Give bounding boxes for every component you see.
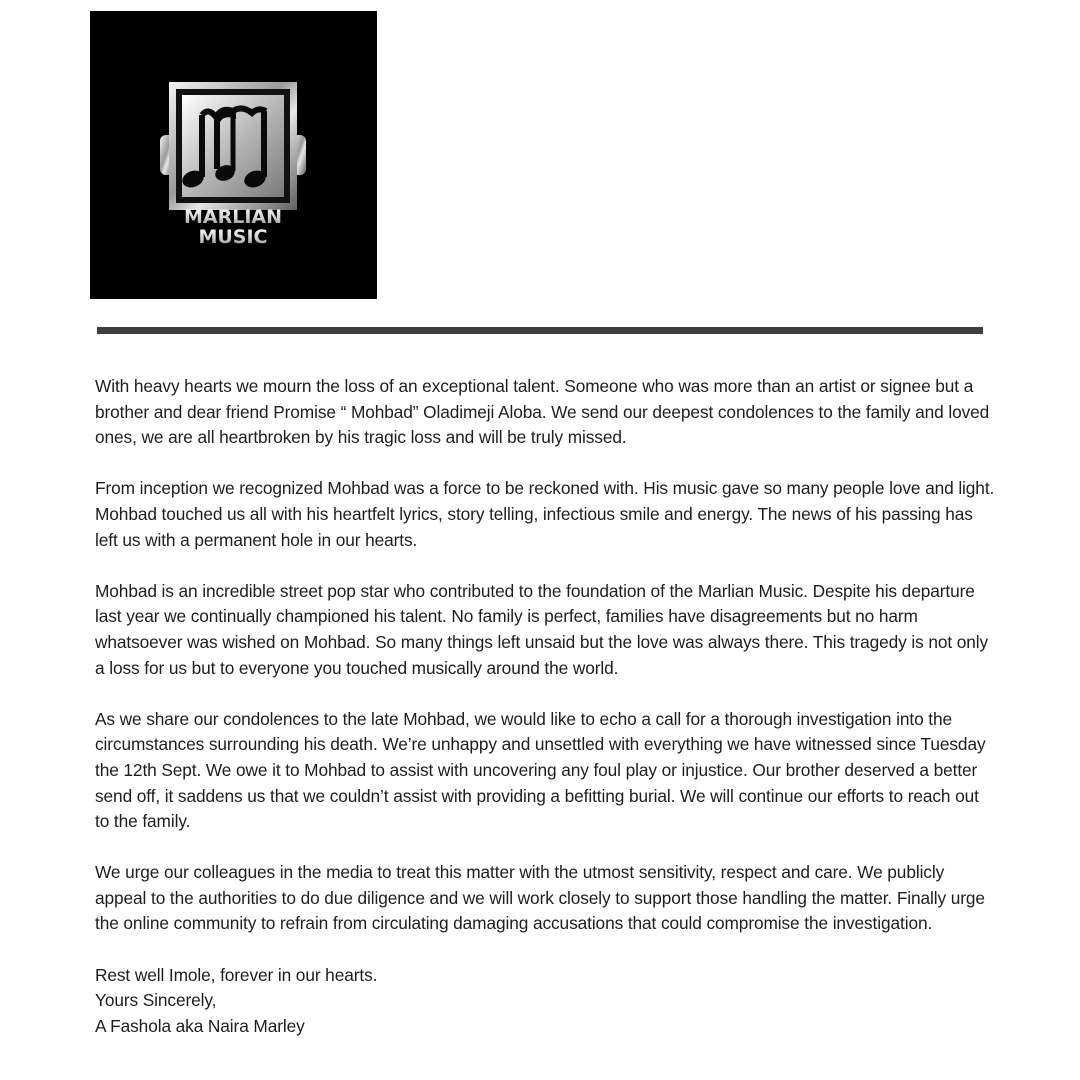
- paragraph-line: left us with a permanent hole in our hearts.: [95, 529, 418, 550]
- paragraph-line: brother and dear friend Promise “ Mohbad” Oladimeji Aloba. We send our deepest condolences to the family and loved: [95, 401, 990, 422]
- paragraph-line: last year we continually championed his talent. No family is perfect, families have disagreements but no harm: [95, 606, 918, 627]
- paragraph-line: circumstances surrounding his death. We’re unhappy and unsettled with everything we have witnessed since Tuesday: [95, 734, 986, 755]
- paragraph-line: the 12th Sept. We owe it to Mohbad to assist with uncovering any foul play or injustice. Our brother deserved a better: [95, 759, 978, 780]
- paragraph-line: Mohbad touched us all with his heartfelt lyrics, story telling, infectious smile and energy. The news of his passing has: [95, 503, 973, 524]
- paragraph-line: Mohbad is an incredible street pop star who contributed to the foundation of the Marlian Music. Despite his departure: [95, 580, 975, 601]
- paragraph-line: a loss for us but to everyone you touched musically around the world.: [95, 657, 619, 678]
- logo-text-line2: MUSIC: [198, 226, 268, 248]
- paragraph-5: [95, 860, 985, 937]
- paragraph-line: appeal to the authorities to do due diligence and we will work closely to support those handling the matter. Finally urge: [95, 887, 985, 908]
- paragraph-4: [95, 707, 985, 835]
- paragraph-line: ones, we are all heartbroken by his tragic loss and will be truly missed.: [95, 427, 627, 448]
- paragraph-line: whatsoever was wished on Mohbad. So many things left unsaid but the love was always there. This tragedy is not only: [95, 631, 989, 652]
- marlian-music-logo: [90, 11, 377, 299]
- closing-salutation: Yours Sincerely,: [95, 990, 217, 1011]
- paragraph-line: send off, it saddens us that we couldn’t assist with providing a befitting burial. We will continue our efforts to reach out: [95, 785, 979, 806]
- closing-signature: [95, 963, 985, 1040]
- paragraph-line: the online community to refrain from circulating damaging accusations that could compromise the investigation.: [95, 913, 933, 934]
- paragraph-line: We urge our colleagues in the media to treat this matter with the utmost sensitivity, respect and care. We publicly: [95, 862, 945, 883]
- paragraph-line: With heavy hearts we mourn the loss of an exceptional talent. Someone who was more than an artist or signee but a: [95, 376, 974, 396]
- paragraph-1: [95, 374, 990, 451]
- closing-farewell: Rest well Imole, forever in our hearts.: [95, 964, 378, 985]
- paragraph-line: to the family.: [95, 811, 191, 832]
- statement-body: [95, 374, 995, 1039]
- signatory-name: A Fashola aka Naira Marley: [95, 1015, 305, 1036]
- paragraph-3: [95, 579, 989, 681]
- paragraph-line: As we share our condolences to the late Mohbad, we would like to echo a call for a thorough investigation into the: [95, 708, 953, 729]
- paragraph-line: From inception we recognized Mohbad was a force to be reckoned with. His music gave so many people love and light.: [95, 478, 995, 499]
- horizontal-divider: [97, 327, 983, 334]
- logo-emblem-icon: [90, 11, 377, 299]
- logo-text-line1: MARLIAN: [183, 206, 283, 228]
- paragraph-2: [95, 476, 995, 553]
